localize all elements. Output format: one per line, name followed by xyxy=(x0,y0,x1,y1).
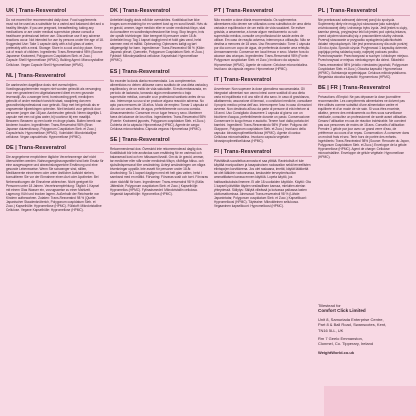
website-link[interactable]: WeightWorld.co.uk xyxy=(318,349,355,355)
section-title: IT | Trans-Resveratrol xyxy=(214,77,312,85)
section-body: Nie przekraczać zalecanej dziennej porcji do spożycia. Suplementy diety nie mogą być stosowane jako substytut zróżnicowanej diety i zdrowego trybu życia. Jeśli jesteś w ciąży, karmisz piersią, przyjmujesz leki lub jesteś pod opieką lekarza, przed użyciem skonsultuj się z pracownikiem służby zdrowia. Przerwij stosowanie w przypadku wystąpienia jakichkolwiek działań niepożądanych. Nie jest przeznaczony dla osób poniżej 18 roku życia. Sposób użycia: Przyjmować 1 kapsułkę dziennie, popijając pełną szklanką wody, najlepiej podczas posiłku. Przechowywanie: Przechowywać w suchym i chłodnym miejscu. Przechowywać w miejscu niedostępnym dla dzieci. Składniki: Trans-resweratrol 98% (źródło: rdestowiec japoński, Polygonum Cuspidatum Sieb. et Zucc.) Otoczka kapsułki: Hypromeloza (HPMC). Substancja wypełniająca: Celuloza mikrokrystaliczna. Wegańska otoczka kapsułki: Hypromeloza (HPMC). xyxy=(318,18,409,79)
section-title: PL | Trans-Resveratrol xyxy=(318,8,410,16)
address-line: Rm 7 Geelo Emmanston, xyxy=(318,336,363,342)
address-line: Clonmel, Co. Tipperary, Ireland xyxy=(318,341,374,347)
section-pt xyxy=(214,8,312,71)
section-body: Do not exceed the recommended daily dose. Food supplements must not be used as a substitute for a varied and balanced diet and a healthy lifestyle. If you are pregnant, breastfeeding, taking any medications or are under medical supervision please consult a healthcare professional before use. Discontinue use if any adverse reactions occur. Not intended for use by persons under the age of 18. Suggested Use: Take 1 capsule daily with a full glass of water, preferably with a meal. Storage: Store in a cool and dry place. Keep out of reach of children. Ingredients: Trans-Resveratrol 98% (Source: Japanese Knotweed, Polygonum Cuspidatum Sieb. et Zucc.) Capsule Shell Hypromellose (HPMC). Bulking Agent: Microcrystalline Cellulose. Vegan Capsule Shell Hypromellose (HPMC). xyxy=(6,18,104,67)
address-line: TN16 5LL, UK xyxy=(318,327,344,333)
section-title: ES | Trans-Resveratrol xyxy=(110,69,208,77)
section-title: UK | Trans-Resveratrol xyxy=(6,8,104,16)
section-title: PT | Trans-Resveratrol xyxy=(214,8,312,16)
section-body: Die angegebene empfohlene tägliche Verzehrsmenge darf nicht überschritten werden. Nahrungsergänzungsmittel sind kein Ersatz für eine ausgewogene und abwechslungsreiche Ernährung und eine gesunde Lebensweise. Wenn Sie schwanger sind, stillen, Medikamente einnehmen oder unter ärztlicher Aufsicht stehen, konsultieren Sie vor der Einnahme einen Arzt oder Apotheker. Bei Nebenwirkungen die Einnahme abbrechen. Nicht geeignet für Personen unter 18 Jahren. Verzehrsempfehlung: Täglich 1 Kapsel mit einem Glas Wasser ein, vorzugsweise zu einer Mahlzeit. Lagerung: Kühl und trocken lagern. Außerhalb der Reichweite von Kindern aufbewahren. Zutaten: Trans-Resveratrol 98 % (Quelle: Japanischer Staudenknöterich, Polygonum cuspidatum Sieb. et Zucc.) Kapselhülle: Hypromellose (HPMC). Füllstoff: Mikrokristalline Cellulose. Vegane Kapselhülle: Hypromellose (HPMC). xyxy=(6,155,104,212)
section-nl xyxy=(6,73,104,140)
section-uk xyxy=(6,8,104,67)
section-es xyxy=(110,69,208,132)
section-title: FI | Trans-Resveratrol xyxy=(214,149,312,157)
section-title: SE | Trans-Resveratrol xyxy=(110,137,208,145)
company-intro: Tillestead for xyxy=(318,303,341,308)
section-fi xyxy=(214,149,312,208)
company-info xyxy=(318,303,410,355)
column-2 xyxy=(110,8,208,202)
section-title: DK | Trans-Resveratrol xyxy=(110,8,208,16)
section-body: Anbefalet daglig dosis må ikke overskrides. Kosttilskud bør ikke bruges som erstatning for en varieret kost og en sund livsstil. Hvis du er gravid, ammer, tager medicin eller er under medicinsk tilsyn, skal du konsultere en sundhedsprofessionel før brug. Stop brugen, hvis der opstår bivirkninger. Ikke beregnet til personer under 18 år. Anbefalet brug: Tag 1 kapsel dagligt med et fuldt glas vand, helst sammen med et måltid. Opbevaring: Opbevares køligt og tørt utilgængeligt for børn. Ingredienser: Trans-Resveratrol 98 % (Kilde: Japansk pileurt, Quercetin, Polygonum Cuspidatum Sieb. et Zucc.) Fyldstof: Mikrokrystallinsk cellulose. Kapselskal: Hypromellose (HPMC). xyxy=(110,18,208,63)
section-de xyxy=(6,145,104,212)
section-body: Rekommenderad dos: Överskrid inte rekommenderad daglig dos. Kosttillskott bör inte användas som ersättning för en varierad och balanserad kost och en hälsosam livsstil. Om du är gravid, ammar, tar mediciner eller står under medicinsk tillsyn, rådfråga hälso- och sjukvårdspersonal före användning. Avbryt användningen om några biverkningar uppstår. Inte avsett för personer under 18 år. Användning: Ta 1 kapsel dagligen med ett helt glas vatten, helst i samband med en måltid. Förvaring: Förvaras svalt och torrt. Förvaras utom räckhåll för barn. Ingredienser: Trans-resveratrol 98 % (Källa: Jätteslide, Polygonum cuspidatum Sieb. et Zucc.) Kapselhölje: Hypromellos (HPMC). Fyllnadsmedel: Mikrokristallin cellulosa. Veganskt kapselhölje: Hypromellos (HPMC). xyxy=(110,147,208,196)
section-body: Avvertenze: Non superare la dose giornaliera raccomandata. Gli integratori alimentari non vanno intesi come sostituti di una dieta varia ed equilibrata e di uno stile di vita sano. In caso di gravidanza, allattamento, assunzione di farmaci, o condizioni mediche, consultare il proprio medico prima dell'uso. Interrompere l'uso in caso di reazioni avverse. Non destinato all'uso da parte di persone di età inferiore ai 18 anni. Uso Consigliato: Assumere 1 capsula al giorno con un bicchiere d'acqua, preferibilmente durante un pasto. Conservazione: Conservare in luogo fresco e asciutto. Tenere fuori dalla portata dei bambini. Ingredienti: Trans-Resveratrolo 98% (Fonte: Poligono del Giappone, Polygonum cuspidatum Sieb. et Zucc.) Involucro della capsula: Idrossipropilmetilcellulosa (HPMC). Agente di carica: Cellulosa microcristallina. Involucro capsula vegetale: Idrossipropilmetilcellulosa (HPMC). xyxy=(214,86,312,144)
section-title: DE | Trans-Resveratrol xyxy=(6,145,104,153)
section-pl xyxy=(318,8,410,79)
company-name: Comfort Click Limited xyxy=(318,308,366,314)
section-body: Päivittäistä suositeltua annosta ei saa ylittää. Ravintolisiä ei tule käyttää monipuolisen ja tasapainoisen ruokavalion sekä terveellisten elintapojen korvikkeena. Jos olet raskaana, imetät, käytät lääkkeitä tai olet lääkärin valvonnassa, keskustele terveydenhuollon ammattilaisen kanssa ennen käyttöä. Lopeta käyttö, jos haittavaikutuksia ilmenee. Ei alle 18-vuotiaiden käyttöön. Käyttö: Ota 1 kapseli päivittäin täyden vesilasillisen kanssa, mieluiten aterian yhteydessä. Säilytys: Säilytä viileässä ja kuivassa paikassa lasten ulottumattomissa. Ainesosat: Trans-resveratroli 98 % (Lähde: Japanintatar, Polygonum cuspidatum Sieb. et Zucc.) Kapselikuori: Hypromelloosi (HPMC). Täyteaine: Mikrokiteinen selluloosa. Vegaaninen kapselikuori: Hypromelloosi (HPMC). xyxy=(214,159,311,208)
section-title: BE | FR | Trans-Resveratrol xyxy=(318,85,410,93)
column-1 xyxy=(6,8,104,218)
address-line: Part 8 & Ball Road, Swanscotes, Kent, xyxy=(318,322,387,328)
column-3 xyxy=(214,8,312,214)
section-body: Précautions d'Emploi: Ne pas dépasser la dose journalière recommandée. Les compléments alimentaires ne doivent pas être utilisés comme substitut d'une alimentation variée et équilibrée et d'un mode de vie sain. Si vous êtes enceinte, allaitez, prenez des médicaments ou êtes sous surveillance médicale, consultez un professionnel de santé avant utilisation. Cessez l'utilisation en cas de réaction indésirable. Ne convient pas aux personnes de moins de 18 ans. Conseils d'utilisation: Prendre 1 gélule par jour avec un grand verre d'eau, de préférence au cours d'un repas. Conservation: À conserver dans un endroit frais et sec. Tenir hors de portée des enfants. Ingrédients: Trans-Resvératrol 98% (Source: Renouée du Japon, Polygonum Cuspidatum Sieb. et Zucc.) Enveloppe de la gélule: Hypromellose (HPMC). Agent de charge: Cellulose microcristalline. Enveloppe de gélule végétale: Hypromellose (HPMC). xyxy=(318,94,410,160)
section-se xyxy=(110,137,208,196)
section-body: No exceder la dosis diaria recomendada. Los complementos alimenticios no deben utilizarse como sustituto de una dieta variada y equilibrada y de un estilo de vida saludable. Si está embarazada, en período de lactancia, tomando algún medicamento o bajo supervisión médica, consulte a un profesional sanitario antes de su uso. Interrumpa su uso si se produce alguna reacción adversa. No apto para menores de 18 años. Modo de empleo: Tomar 1 cápsula al día con un vaso lleno de agua, preferiblemente con una comida. Almacenamiento: Conservar en un lugar fresco y seco. Mantener fuera del alcance de los niños. Ingredientes: Trans-Resveratrol 98% (Fuente: Knotweed japonés, Polygonum cuspidatum Sieb. et Zucc.) Cubierta de la cápsula: Hipromelosa (HPMC). Agente de carga: Celulosa microcristalina. Cápsula vegana: Hipromelosa (HPMC). xyxy=(110,78,208,132)
section-title: NL | Trans-Resveratrol xyxy=(6,73,104,81)
section-body: Não exceder a dose diária recomendada. Os suplementos alimentares não devem ser utilizados como substitutos de uma dieta variada e equilibrada e de um estilo de vida saudável. Se estiver grávida, a amamentar, a tomar algum medicamento ou sob supervisão médica, consulte um profissional de saúde antes de utilizar. Em caso de reação adversa, interrompa a utilização. Não se destina a menores de 18 anos. Uso Recomendado: Tome 1 cápsula por dia com um copo de água, de preferência durante uma refeição. Armazenamento: Conservar em local fresco e seco. Manter fora do alcance das crianças. Ingredientes: Trans-Resveratrol 98% (Fonte: Polygonum cuspidatum Sieb. et Zucc.) Invólucro da cápsula: Hipromelose (HPMC). Agente de volume: Celulose microcristalina. Invólucro da cápsula vegano: Hipromelose (HPMC). xyxy=(214,18,311,71)
section-body: De aanbevolen dagelijkse dosis niet overschrijden. Voedingssupplementen mogen niet worden gebruikt als vervanging voor een gevarieerd en uitgebalanceerd dieet en een gezonde levensstijl. Als u zwanger bent, borstvoeding geeft, medicijnen gebruikt of onder medisch toezicht staat, raadpleeg dan een gezondheidsprofessional voor gebruik. Stop met het gebruik als er ongewenste bijwerkingen optreden. Niet bedoeld voor gebruik door personen jonger dan 18 jaar. Aanbevolen gebruik: Neem dagelijks 1 capsule met een vol glas water, bij voorkeur bij een maaltijd. Bewaren: Bewaren op een koele en droge plaats. Buiten bereik van kinderen houden. Ingrediënten: Trans-Resveratrol 98% (Bron: Japanse duizendknoop, Polygonum Cuspidatum Sieb. et Zucc.) Capsulehuls: Hypromellose (HPMC). Vulmiddel: Microkristallijne cellulose. Vegan capsulehuls: Hypromellose (HPMC). xyxy=(6,82,102,140)
address-line: Unit 8, Samuriada Enterprise Centre, xyxy=(318,316,384,322)
section-dk xyxy=(110,8,208,63)
corner-panel xyxy=(324,386,416,416)
section-it xyxy=(214,77,312,144)
section-be-fr xyxy=(318,85,410,160)
column-4 xyxy=(318,8,410,165)
